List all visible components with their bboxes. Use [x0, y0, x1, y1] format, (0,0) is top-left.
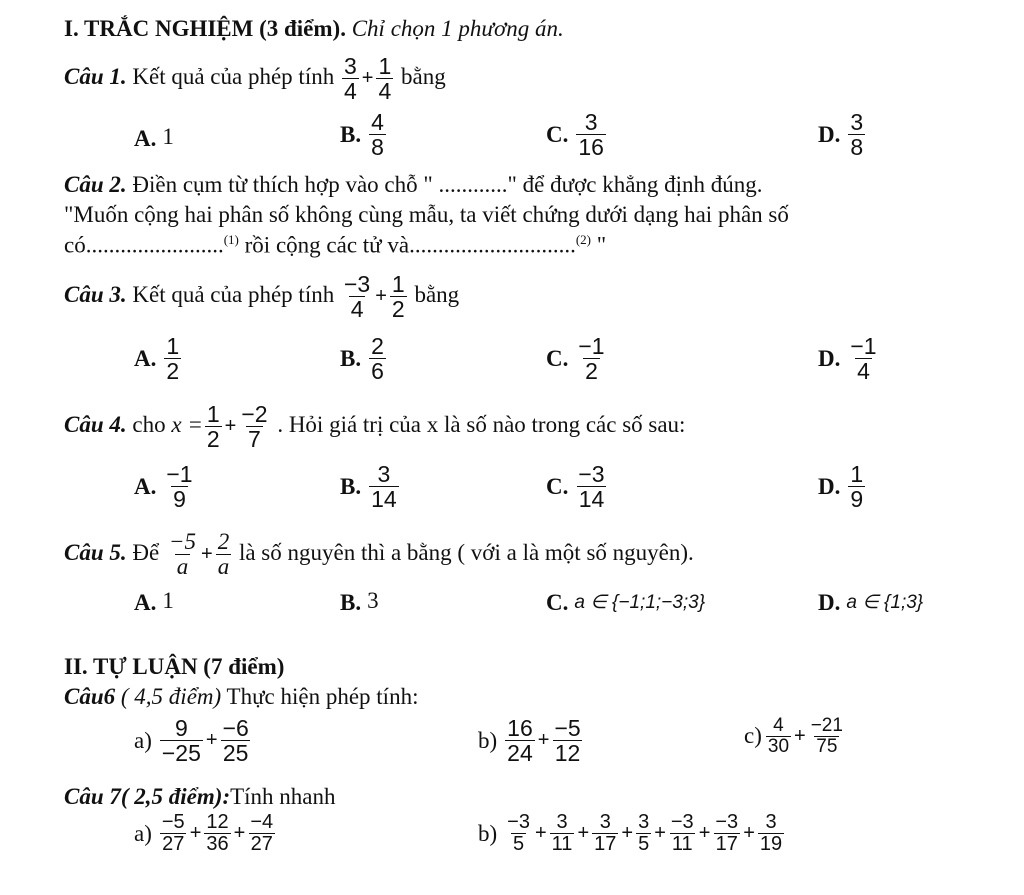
q4-variable: x = [171, 411, 203, 437]
q2-blank-2[interactable]: rồi cộng các tử và............................. [238, 232, 576, 258]
q5-stem: Câu 5. Để $\frac{-5}{a}$ + $\frac{2}{a}$ là số nguyên thì a bằng ( với a là một số nguyên). [64, 529, 694, 580]
part1-title: I. TRẮC NGHIỆM (3 điểm). [64, 16, 346, 41]
q3-text: Kết quả của phép tính [132, 281, 335, 307]
q2-line-1 [64, 172, 763, 198]
q1-option-a[interactable]: A. 1 [134, 124, 174, 151]
q3-fraction-b: $\frac{1}{2}$ [391, 271, 405, 323]
q4-tail: . Hỏi giá trị của x là số nào trong các số sau: [277, 411, 686, 437]
q3-tail: bằng [414, 281, 460, 307]
q6-item-c: c) $\frac{4}{30}$ + $\frac{-21}{75}$ [744, 715, 843, 757]
q6-item-a: a) $\frac{9}{-25}$ + $\frac{-6}{25}$ [134, 715, 249, 767]
q5-pre: Để [132, 539, 160, 565]
q3-option-a[interactable]: A. $\frac{1}{2}$ [134, 333, 180, 385]
q5-option-d[interactable]: D. a ∈ {1;3} [818, 589, 924, 615]
q2-label: Câu 2. [64, 172, 127, 197]
q1-option-b[interactable]: B. $\frac{4}{8}$ [340, 109, 384, 161]
q2-sup-2: (2) [575, 232, 592, 247]
q4-option-b[interactable]: B. $\frac{3}{14}$ [340, 461, 397, 513]
q6-label: Câu6 [64, 684, 116, 709]
q7-item-a: a) $\frac{-5}{27}$ + $\frac{12}{36}$ + $\frac{-4}{27}$ [134, 811, 274, 855]
q5-label: Câu 5. [64, 539, 127, 565]
q4-label: Câu 4. [64, 411, 127, 437]
q3-label: Câu 3. [64, 281, 127, 307]
q5-option-a[interactable]: A. 1 [134, 588, 174, 615]
q4-option-c[interactable]: C. $\frac{-3}{14}$ [546, 461, 605, 513]
part2-title: II. TỰ LUẬN (7 điểm) [64, 654, 285, 679]
part1-note: Chỉ chọn 1 phương án. [351, 16, 564, 41]
q5-fraction-a: $\frac{-5}{a}$ [168, 529, 196, 580]
q1-fraction-b: $\frac{1}{4}$ [378, 53, 392, 105]
q6-text: Thực hiện phép tính: [226, 684, 419, 709]
q5-option-b[interactable]: B. 3 [340, 588, 379, 615]
q1-stem: Câu 1. Kết quả của phép tính $\frac{3}{4}$ + $\frac{1}{4}$ bằng [64, 53, 446, 105]
q1-option-d[interactable]: D. $\frac{3}{8}$ [818, 109, 864, 161]
q4-pre: cho [132, 411, 166, 437]
q3-option-c[interactable]: C. $\frac{-1}{2}$ [546, 333, 605, 385]
q3-stem: Câu 3. Kết quả của phép tính $\frac{-3}{4}$ + $\frac{1}{2}$ bằng [64, 271, 460, 323]
q3-fraction-a: $\frac{-3}{4}$ [343, 271, 371, 323]
q6-item-b: b) $\frac{16}{24}$ + $\frac{-5}{12}$ [478, 715, 581, 767]
q7-label: Câu 7( 2,5 điểm): [64, 784, 231, 809]
q7-text: Tính nhanh [230, 784, 336, 809]
q5-fraction-b: $\frac{2}{a}$ [217, 529, 230, 580]
q2-line-3: có........................$^{(1)}$ rồi cộng các tử và.............................$^{(2)}$ " [64, 232, 607, 258]
q4-option-d[interactable]: D. $\frac{1}{9}$ [818, 461, 864, 513]
q1-fraction-a: $\frac{3}{4}$ [343, 53, 357, 105]
q2-line-2: "Muốn cộng hai phân số không cùng mẫu, ta viết chứng dưới dạng hai phân số [64, 202, 789, 227]
q1-option-c[interactable]: C. $\frac{3}{16}$ [546, 109, 604, 161]
q5-tail: là số nguyên thì a bằng ( với a là một số nguyên). [238, 539, 694, 565]
q4-stem: Câu 4. cho x = $\frac{1}{2}$ + $\frac{-2}{7}$ . Hỏi giá trị của x là số nào trong các số sau: [64, 401, 686, 453]
q1-text: Kết quả của phép tính [132, 63, 335, 89]
q3-option-b[interactable]: B. $\frac{2}{6}$ [340, 333, 384, 385]
q2-sup-1: (1) [223, 232, 239, 247]
q1-tail: bằng [401, 63, 446, 89]
q3-option-d[interactable]: D. $\frac{-1}{4}$ [818, 333, 877, 385]
q5-option-c[interactable]: C. a ∈ {−1;1;−3;3} [546, 589, 706, 615]
q6-points: ( 4,5 điểm) [120, 684, 222, 709]
q2-blank-1[interactable]: có........................ [64, 232, 224, 258]
q7-item-b: b) $\frac{-3}{5}$ + $\frac{3}{11}$ + $\frac{3}{17}$ + $\frac{3}{5}$ + $\frac{-3}{11}$ + $\frac{-3}{17}$ + $\frac{3}{19}$ [478, 811, 783, 855]
q4-option-a[interactable]: A. $\frac{-1}{9}$ [134, 461, 193, 513]
q6-stem [64, 684, 418, 710]
q2-instruction: Điền cụm từ thích hợp vào chỗ " ............" để được khẳng định đúng. [132, 172, 763, 197]
q4-fraction-a: $\frac{1}{2}$ [206, 401, 220, 453]
q4-fraction-b: $\frac{-2}{7}$ [241, 401, 268, 453]
q7-stem [64, 784, 336, 810]
part1-header [64, 16, 564, 42]
q1-label: Câu 1. [64, 63, 127, 89]
